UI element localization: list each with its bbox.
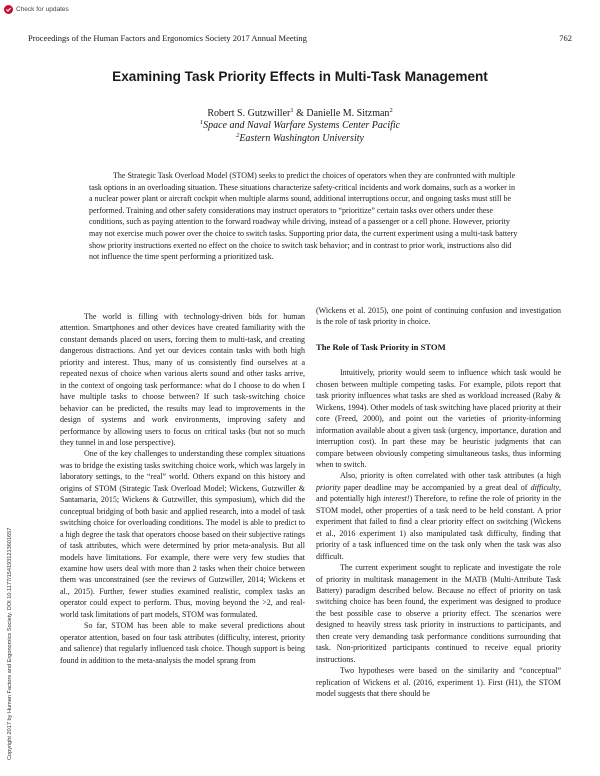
proceedings-line: Proceedings of the Human Factors and Ergonomics Society 2017 Annual Meeting	[28, 33, 307, 43]
body-paragraph: Intuitively, priority would seem to influence which task would be chosen between multiple competing tasks. For example, pilots report that task priority influences what tasks are shed as workload increased (Raby & Wickens, 1994). Other models of task switching have placed priority at their core (Freed, 2000), and point out the varieties of priority-informing information available about a given task (urgency, importance, duration and interruption cost). In part these may be heuristic judgments that can compare between obviously competing simultaneous tasks, thus informing when to switch.	[316, 368, 561, 469]
body-paragraph: (Wickens et al. 2015), one point of continuing confusion and investigation is the role of task priority in choice.	[316, 306, 561, 327]
check-for-updates-badge[interactable]	[4, 4, 69, 15]
copyright-side-note: Copyright 2017 by Human Factors and Ergonomics Society. DOI 10.1177/1541931213601657	[7, 527, 13, 760]
abstract: The Strategic Task Overload Model (STOM) seeks to predict the choices of operators when they are confronted with multiple task options in an overloading situation. These situations characterize safety-critical incidents and work domains, such as a worker in a nuclear power plant or aircraft cockpit when multiple alarms sound, additional interruptions occur, and ongoing tasks must still be performed. Training and other safety considerations may instruct operators to “prioritize” certain tasks over others under these conditions, such as paying attention to the forward roadway while driving, instead of a passenger or a cell phone. However, priority may not exercise much power over the choice to switch tasks. Supporting prior data, the current experiment using a multi-task battery show priority instructions exerted no effect on the choice to switch task behavior; and in contrast to prior work, instructions also did not influence the time spent performing a prioritized task.	[89, 171, 518, 262]
section-heading: The Role of Task Priority in STOM	[316, 341, 446, 352]
body-paragraph: Also, priority is often correlated with other task attributes (a high priority paper deadline may be accompanied by a great deal of difficulty, and potentially high interest!) Therefore, to refine the role of priority in the STOM model, other properties of a task need to be held constant. A prior experiment that failed to find a clear priority effect on switching (Wickens et al., 2016 experiment 1) also manipulated task difficulty, finding that priority of a task influenced time on the task only when the task was also difficult.	[316, 471, 561, 561]
author-names	[0, 108, 600, 120]
paper-title: Examining Task Priority Effects in Multi-Task Management	[112, 69, 488, 84]
body-paragraph: The world is filling with technology-driven bids for human attention. Smartphones and other devices have created familiarity with the constant demands placed on users, forcing them to multi-task, and creating dangerous distractions. And yet our devices contain tasks with both high priority and interest. Thus, many of us consistently find ourselves at a repeated nexus of choice when various alerts sound and other tasks arrive, in the context of ongoing task performance: what do I choose to do when I have multiple tasks to choose between? If such task-switching choice behavior can be predicted, the results may lead to improvements in the design of systems and work environments, improving safety and performance by allowing users to focus on critical tasks (but not so much they tunnel in and lose perspective).	[60, 312, 305, 447]
right-column	[316, 305, 561, 700]
author-1-sup: 1	[290, 107, 294, 114]
affiliation-2: $^2$Eastern Washington University	[236, 131, 364, 144]
body-paragraph: Two hypotheses were based on the similarity and “conceptual” replication of Wickens et al. (2016, experiment 1). First (H1), the STOM model suggests that there should be	[316, 666, 561, 699]
author-1: Robert S. Gutzwiller	[207, 108, 291, 119]
author-block	[0, 108, 600, 145]
author-2-sup: 2	[389, 107, 393, 114]
body-paragraph: So far, STOM has been able to make several predictions about operator attention, based on four task attributes (difficulty, interest, priority and salience) that regularly influenced task choice. Though support is being found in addition to the meta-analysis the model sprang from	[60, 621, 305, 665]
left-column	[60, 311, 305, 666]
badge-label: Check for updates	[16, 6, 69, 13]
body-paragraph: The current experiment sought to replicate and investigate the role of priority in multitask management in the MATB (Multi-Attribute Task Battery) paradigm described below. Because no effect of priority on task switching choice has been found, the experiment was designed to produce the best possible case to observe a priority effect. The scenarios were designed to heavily stress task priority in instructions to participants, and then create very demanding task performance conditions surrounding that task. Non-prioritized participants continued to receive equal priority instructions.	[316, 563, 561, 664]
body-paragraph: One of the key challenges to understanding these complex situations was to bridge the existing tasks switching choice work, which was largely in laboratory settings, to the “real” world. Others expand on this history and origins of STOM (Strategic Task Overload Model; Wickens, Gutzwiller & Santamaria, 2015; Wickens & Gutzwiller, this symposium), which did the conceptual bridging of both basic and applied research, into a model of task switching choice for overloading conditions. The model is able to predict to a high degree the task that operators choose based on their subjective ratings of task attributes, which were determined by prior meta-analysis. But all models have limitations. For example, there were very few studies that examine how users deal with more than 2 tasks when their choice between them was unconstrained (see the reviews of Gutzwiller, 2014; Wickens et al., 2015). Further, fewer studies examined realistic, complex tasks an operator could expect to perform. Thus, moving beyond the >2, and real-world task limitations of part models, STOM was formulated.	[60, 449, 305, 619]
affiliation-1: $^1$Space and Naval Warfare Systems Center Pacific	[199, 119, 401, 132]
page-number: 762	[559, 33, 572, 43]
update-check-icon	[4, 5, 13, 14]
author-2: & Danielle M. Sitzman	[296, 108, 390, 119]
